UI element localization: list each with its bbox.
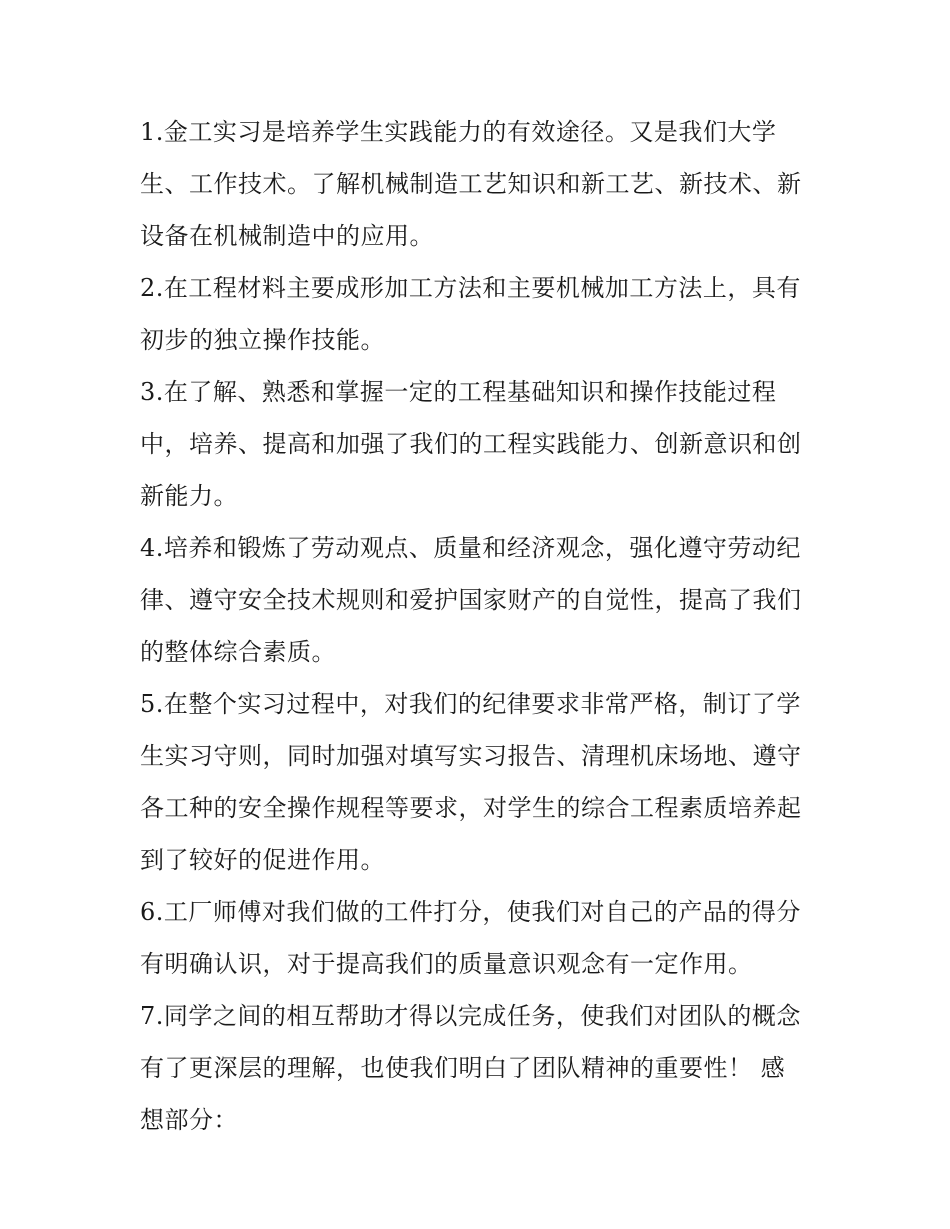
document-body xyxy=(140,106,820,1146)
text-line: 想部分： xyxy=(140,1106,238,1134)
text-line: 有了更深层的理解，也使我们明白了团队精神的重要性！ 感 xyxy=(140,1054,786,1082)
text-line: 6.工厂师傅对我们做的工件打分，使我们对自己的产品的得分 xyxy=(140,898,801,926)
text-line: 设备在机械制造中的应用。 xyxy=(140,222,434,250)
text-line: 生实习守则，同时加强对填写实习报告、清理机床场地、遵守 xyxy=(140,742,802,770)
text-line: 5.在整个实习过程中，对我们的纪律要求非常严格，制订了学 xyxy=(140,690,801,718)
text-line: 7.同学之间的相互帮助才得以完成任务，使我们对团队的概念 xyxy=(140,1002,801,1030)
text-line: 4.培养和锻炼了劳动观点、质量和经济观念，强化遵守劳动纪 xyxy=(140,534,801,562)
text-line: 2.在工程材料主要成形加工方法和主要机械加工方法上，具有 xyxy=(140,274,801,302)
text-line: 初步的独立操作技能。 xyxy=(140,326,385,354)
text-line: 新能力。 xyxy=(140,482,238,510)
text-line: 的整体综合素质。 xyxy=(140,638,336,666)
text-line: 1.金工实习是培养学生实践能力的有效途径。又是我们大学 xyxy=(140,118,777,146)
text-line: 3.在了解、熟悉和掌握一定的工程基础知识和操作技能过程 xyxy=(140,378,777,406)
text-line: 中，培养、提高和加强了我们的工程实践能力、创新意识和创 xyxy=(140,430,802,458)
text-line: 到了较好的促进作用。 xyxy=(140,846,385,874)
text-line: 各工种的安全操作规程等要求，对学生的综合工程素质培养起 xyxy=(140,794,802,822)
text-line: 律、遵守安全技术规则和爱护国家财产的自觉性，提高了我们 xyxy=(140,586,802,614)
text-line: 生、工作技术。了解机械制造工艺知识和新工艺、新技术、新 xyxy=(140,170,802,198)
text-line: 有明确认识，对于提高我们的质量意识观念有一定作用。 xyxy=(140,950,753,978)
